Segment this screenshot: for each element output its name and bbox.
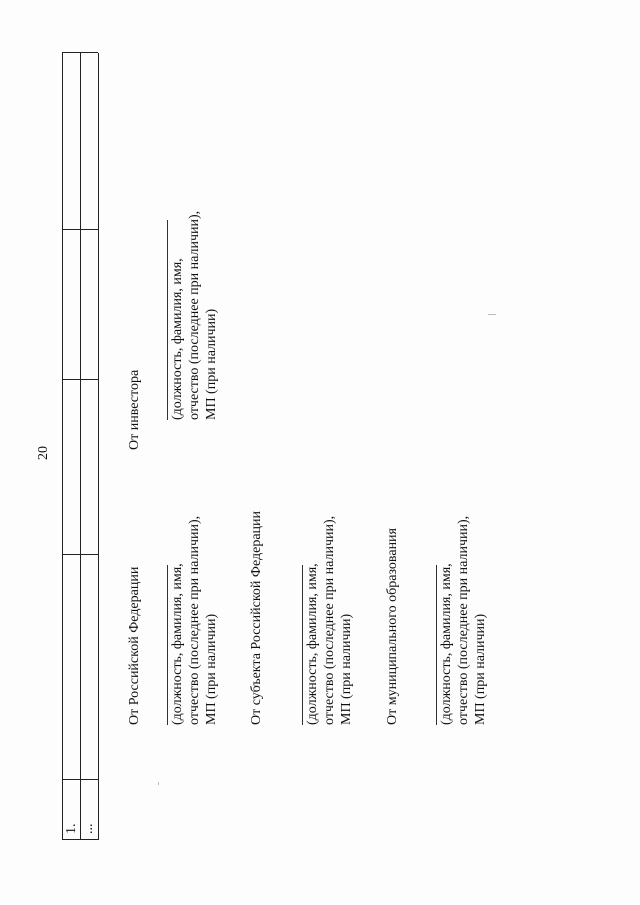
signature-caption-line: (должность, фамилия, имя, bbox=[170, 563, 185, 725]
signature-caption-line: МП (при наличии) bbox=[204, 613, 219, 725]
table-border-bottom bbox=[98, 53, 99, 840]
signature-heading: От муниципального образования bbox=[385, 528, 400, 725]
signature-caption-line: (должность, фамилия, имя, bbox=[305, 563, 320, 725]
table-column-divider bbox=[62, 229, 98, 230]
signature-caption-line: отчество (последнее при наличии), bbox=[456, 515, 471, 725]
signature-caption-line: МП (при наличии) bbox=[339, 613, 354, 725]
signature-caption-line: отчество (последнее при наличии), bbox=[187, 210, 202, 420]
table-column-divider bbox=[62, 379, 98, 380]
table-border-right bbox=[62, 52, 98, 53]
signature-line bbox=[436, 565, 437, 725]
table-border-top bbox=[62, 53, 63, 840]
signature-line bbox=[167, 220, 168, 420]
signature-heading: От инвестора bbox=[127, 369, 142, 450]
signature-caption-line: отчество (последнее при наличии), bbox=[187, 515, 202, 725]
signature-caption-line: МП (при наличии) bbox=[204, 308, 219, 420]
signature-heading: От Российской Федерации bbox=[127, 566, 142, 725]
scan-speck bbox=[158, 782, 159, 785]
signature-caption-line: (должность, фамилия, имя, bbox=[170, 258, 185, 420]
signature-line bbox=[167, 565, 168, 725]
table-row-divider bbox=[80, 53, 81, 840]
table-column-divider bbox=[62, 554, 98, 555]
table-row-number: ... bbox=[81, 823, 96, 834]
signature-caption-line: МП (при наличии) bbox=[473, 613, 488, 725]
table-row-number: 1. bbox=[64, 823, 79, 834]
signature-line bbox=[302, 565, 303, 725]
page-number: 20 bbox=[36, 446, 51, 460]
signature-caption-line: (должность, фамилия, имя, bbox=[439, 563, 454, 725]
table-border-left bbox=[62, 839, 98, 840]
signature-caption-line: отчество (последнее при наличии), bbox=[322, 515, 337, 725]
table-column-divider bbox=[62, 779, 98, 780]
scan-speck bbox=[488, 314, 496, 315]
signature-heading: От субъекта Российской Федерации bbox=[249, 510, 264, 725]
